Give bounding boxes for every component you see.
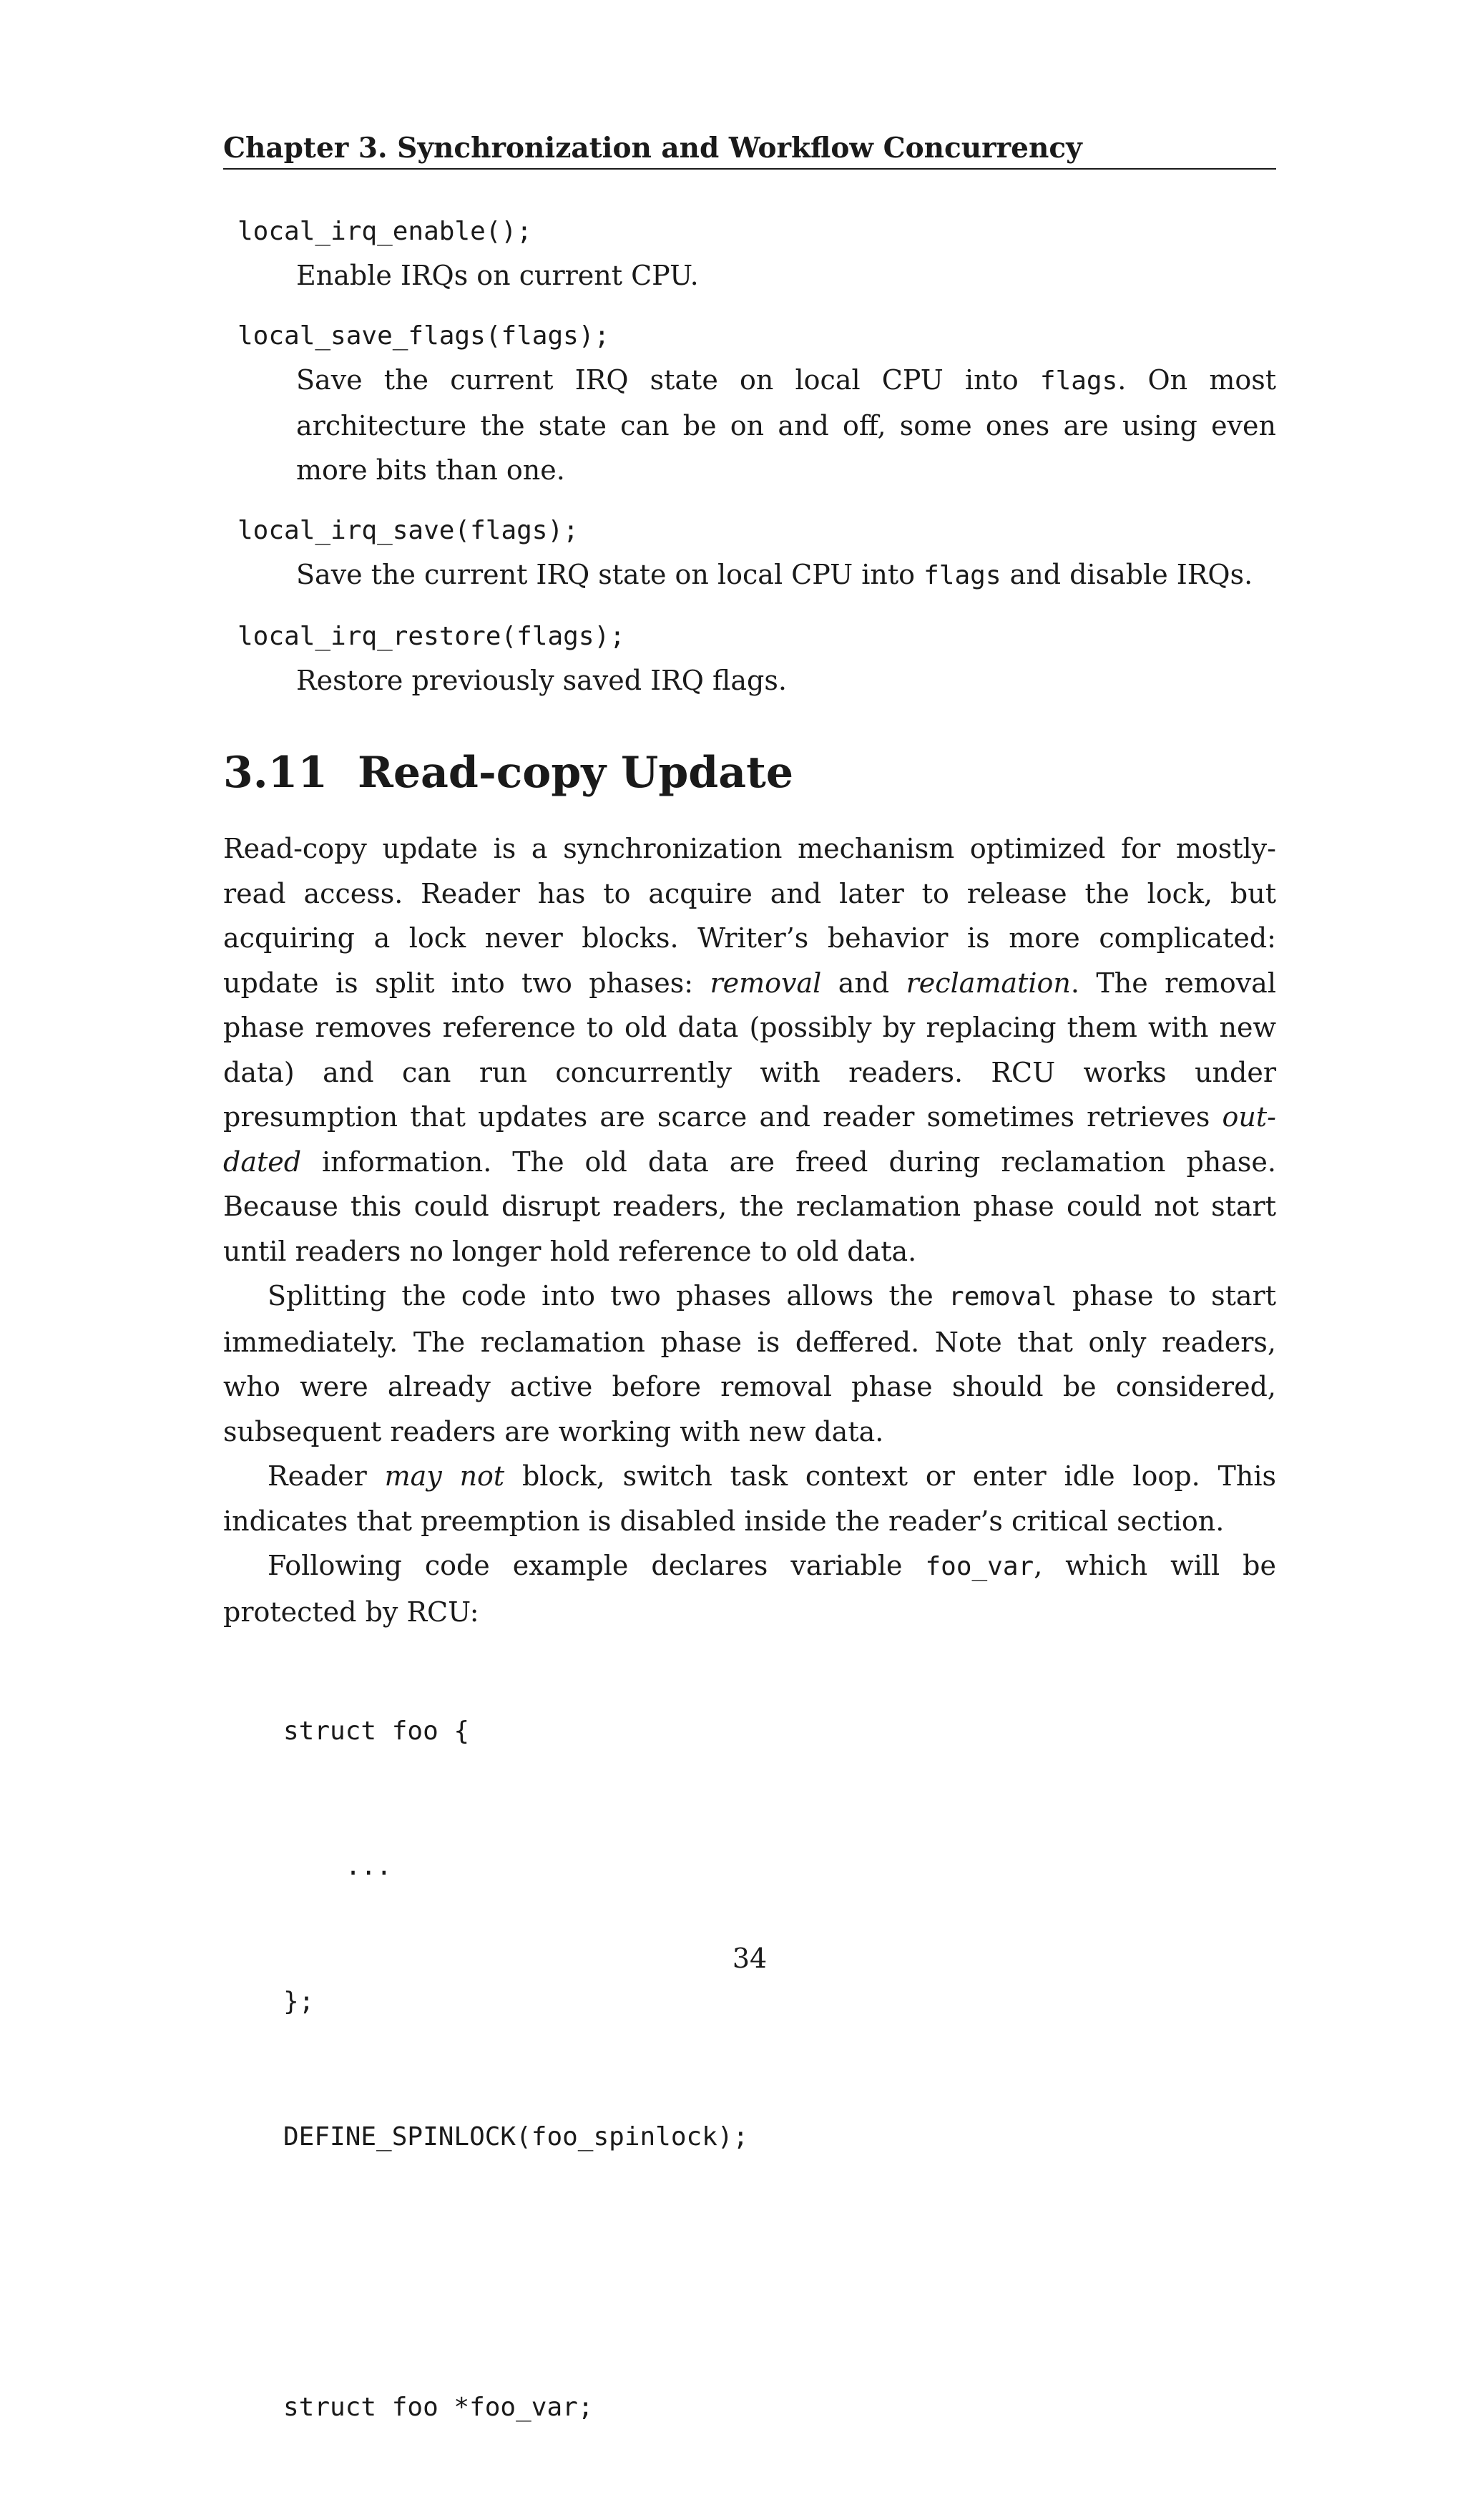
code-line: ... <box>283 1852 392 1881</box>
text-run: block, switch task context or enter idle loop. This indicates that preemption is disabled inside the reader’s critical section. <box>223 1460 1277 1537</box>
page-number: 34 <box>732 1943 768 1974</box>
definition-term: local_irq_save(flags); <box>237 516 579 545</box>
section-heading <box>223 744 793 801</box>
definition-term: local_save_flags(flags); <box>237 321 610 351</box>
description-text: . On most architecture the state can be on and off, some ones are using even more bits than one. <box>296 364 1277 486</box>
text-run: and <box>821 967 906 999</box>
description-text: Restore previously saved IRQ flags. <box>296 665 787 696</box>
emphasis: reclamation <box>906 967 1071 999</box>
emphasis: out-dated <box>223 1101 1276 1178</box>
code-line: DEFINE_SPINLOCK(foo_spinlock); <box>283 2122 749 2152</box>
code-line: struct foo { <box>283 1716 470 1746</box>
definition-item <box>237 514 1276 598</box>
description-text: Save the current IRQ state on local CPU into <box>296 559 924 590</box>
text-run: Following code example declares variable <box>268 1550 926 1581</box>
code-block <box>283 1618 748 2520</box>
description-text: Enable IRQs on current CPU. <box>296 260 699 291</box>
code-line <box>283 2250 748 2295</box>
definition-list <box>237 215 1276 724</box>
text-run: Splitting the code into two phases allows the <box>268 1280 949 1312</box>
text-run: Reader <box>268 1460 385 1492</box>
paragraph <box>223 826 1276 1274</box>
description-text: and disable IRQs. <box>1001 559 1253 590</box>
text-run: Read-copy update is a synchronization mechanism optimized for mostly-read access. Reader has to acquire and later to release the lock, but acquiring a lock never blocks. Writer’s behavior is more complicated: update is split into two phases: <box>223 833 1276 999</box>
definition-item <box>237 319 1276 492</box>
paragraph <box>223 1274 1276 1454</box>
text-run: , which will be protected by RCU: <box>223 1550 1276 1628</box>
definition-term: local_irq_enable(); <box>237 217 532 246</box>
document-page <box>223 0 1277 2422</box>
section-number: 3.11 <box>223 748 328 798</box>
paragraph <box>223 1454 1276 1543</box>
definition-item <box>237 215 1276 298</box>
text-run: . The removal phase removes reference to old data (possibly by replacing them with new data) and can run concurrently with readers. RCU works under presumption that updates are scarce and reader sometimes retrieves <box>223 967 1276 1133</box>
definition-item <box>237 620 1276 703</box>
inline-code: removal <box>949 1282 1057 1312</box>
emphasis: may not <box>384 1460 505 1492</box>
definition-description <box>296 358 1276 492</box>
inline-code: flags <box>923 561 1001 590</box>
inline-code: foo_var <box>925 1552 1034 1581</box>
code-line: struct foo *foo_var; <box>283 2393 594 2422</box>
definition-description <box>296 552 1276 598</box>
emphasis: removal <box>710 967 822 999</box>
section-body <box>223 826 1276 1634</box>
code-line: }; <box>283 1987 315 2016</box>
definition-description <box>296 658 1276 703</box>
section-title: Read-copy Update <box>358 748 794 798</box>
text-run: information. The old data are freed during reclamation phase. Because this could disrupt readers, the reclamation phase could not start until readers no longer hold reference to old data. <box>223 1146 1276 1267</box>
running-head: Chapter 3. Synchronization and Workflow Concurrency <box>223 130 1276 170</box>
inline-code: flags <box>1039 366 1118 396</box>
text-run: phase to start immediately. The reclamation phase is deffered. Note that only readers, who were already active before removal phase should be considered, subsequent readers are working with new data. <box>223 1280 1276 1447</box>
definition-term: local_irq_restore(flags); <box>237 622 625 651</box>
definition-description <box>296 253 1276 298</box>
description-text: Save the current IRQ state on local CPU into <box>296 364 1040 396</box>
